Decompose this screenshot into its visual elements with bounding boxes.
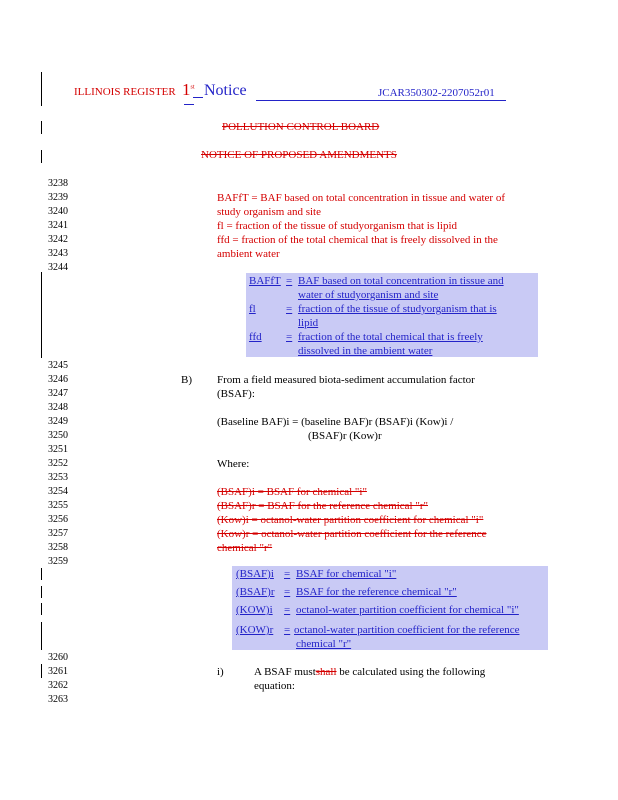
equation-line: (BSAF)r (Kow)r [308,430,382,442]
change-bar [41,568,42,580]
line-number: 3247 [48,388,68,399]
deleted-where-line: (BSAF)i = BSAF for chemical "i" [217,486,367,498]
underline-mark [193,97,203,98]
page-number: 1st [182,80,195,99]
def-term: BAFfT [249,275,281,287]
where-text: chemical "r" [296,638,352,650]
agency-name: POLLUTION CONTROL BOARD [222,121,380,133]
def-text: fraction of the tissue of studyorganism that is [298,303,497,315]
change-bar [41,586,42,598]
def-text: water of studyorganism and site [298,289,439,301]
deleted-def-line: ambient water [217,248,280,260]
item-b-label: B) [181,374,192,386]
def-equals: = [286,303,293,315]
where-term: (KOW)r [236,624,274,636]
line-number: 3261 [48,666,68,677]
line-number: 3249 [48,416,68,427]
document-code: JCAR350302-2207052r01 [378,87,495,99]
line-number: 3262 [48,680,68,691]
deleted-where-line: (Kow)i = octanol-water partition coefficient for chemical "i" [217,514,484,526]
def-equals: = [286,331,293,343]
line-number: 3258 [48,542,68,553]
line-number: 3255 [48,500,68,511]
register-title: ILLINOIS REGISTER [74,86,176,98]
line-number: 3240 [48,206,68,217]
deleted-def-line: ffd = fraction of the total chemical that is freely dissolved in the [217,234,498,246]
line-number: 3246 [48,374,68,385]
deleted-where-line: chemical "r" [217,542,273,554]
def-equals: = [286,275,293,287]
line-number: 3241 [48,220,68,231]
line-number: 3250 [48,430,68,441]
item-i-text: equation: [254,680,295,692]
line-number: 3257 [48,528,68,539]
where-term: (BSAF)r [236,586,275,598]
item-i-label: i) [217,666,224,678]
line-number: 3245 [48,360,68,371]
change-bar [41,603,42,615]
underline-mark [184,104,194,105]
line-number: 3260 [48,652,68,663]
change-bar [41,664,42,678]
deleted-def-line: fl = fraction of the tissue of studyorganism that is lipid [217,220,458,232]
line-number: 3256 [48,514,68,525]
change-bar [41,121,42,134]
line-number: 3238 [48,178,68,189]
notice-label: Notice [204,82,247,99]
where-term: (BSAF)i [236,568,274,580]
header-underline [256,100,506,101]
where-label: Where: [217,458,250,470]
where-text: BSAF for the reference chemical "r" [296,586,457,598]
deleted-def-line: BAFfT = BAF based on total concentration in tissue and water of [217,192,505,204]
line-number: 3253 [48,472,68,483]
def-text: dissolved in the ambient water [298,345,433,357]
where-equals: = [284,568,291,580]
line-number: 3252 [48,458,68,469]
equation-line: (Baseline BAF)i = (baseline BAF)r (BSAF)i (Kow)i / [217,416,454,428]
line-number: 3263 [48,694,68,705]
line-number: 3251 [48,444,68,455]
where-text: octanol-water partition coefficient for the reference [294,624,520,636]
def-text: BAF based on total concentration in tissue and [298,275,504,287]
line-number: 3243 [48,248,68,259]
def-text: fraction of the total chemical that is freely [298,331,483,343]
item-i-text: A BSAF mustshall be calculated using the following [254,666,486,678]
change-bar [41,622,42,650]
line-number: 3254 [48,486,68,497]
where-equals: = [284,624,291,636]
where-text: octanol-water partition coefficient for chemical "i" [296,604,519,616]
where-term: (KOW)i [236,604,273,616]
def-term: fl [249,303,256,315]
line-number: 3242 [48,234,68,245]
change-bar [41,150,42,163]
item-b-text: From a field measured biota-sediment accumulation factor [217,374,475,386]
change-bar [41,72,42,106]
where-equals: = [284,586,291,598]
notice-title: NOTICE OF PROPOSED AMENDMENTS [201,149,397,161]
line-number: 3244 [48,262,68,273]
def-term: ffd [249,331,262,343]
line-number: 3239 [48,192,68,203]
deleted-def-line: study organism and site [217,206,321,218]
deleted-where-line: (BSAF)r = BSAF for the reference chemical "r" [217,500,428,512]
line-number: 3259 [48,556,68,567]
where-equals: = [284,604,291,616]
item-b-text: (BSAF): [217,388,255,400]
line-number: 3248 [48,402,68,413]
change-bar [41,272,42,358]
def-text: lipid [298,317,319,329]
deleted-where-line: (Kow)r = octanol-water partition coefficient for the reference [217,528,487,540]
where-text: BSAF for chemical "i" [296,568,397,580]
